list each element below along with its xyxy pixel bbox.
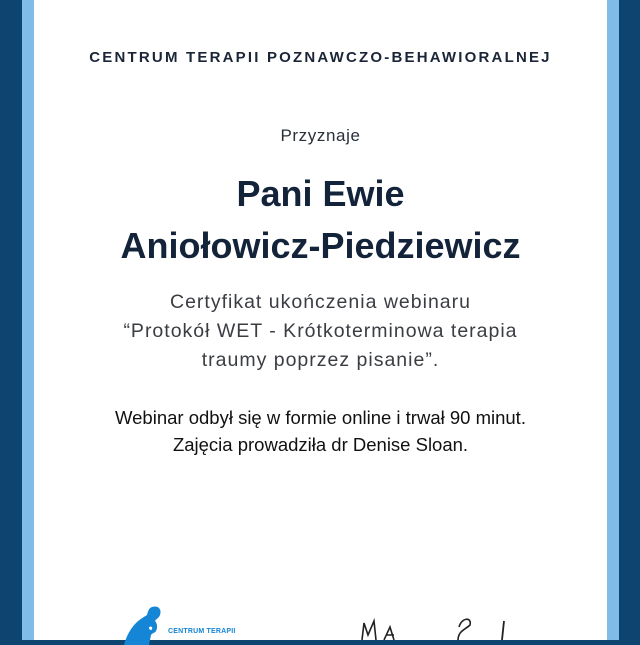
recipient-name-line2: Aniołowicz-Piedziewicz — [120, 225, 521, 266]
details-line2: Zajęcia prowadziła dr Denise Sloan. — [172, 434, 469, 455]
certificate-description — [34, 288, 607, 375]
description-line1: Certyfikat ukończenia webinaru — [170, 291, 471, 313]
description-line3: traumy poprzez pisanie”. — [201, 349, 440, 371]
signature — [354, 615, 524, 640]
logo-text: CENTRUM TERAPII — [168, 628, 236, 635]
certificate-paper — [34, 0, 607, 640]
organization-logo — [122, 605, 262, 645]
awards-label: Przyznaje — [280, 126, 361, 145]
organization-title: CENTRUM TERAPII POZNAWCZO-BEHAWIORALNEJ — [89, 49, 552, 66]
thinker-silhouette-icon — [122, 605, 172, 645]
webinar-details — [34, 404, 607, 458]
recipient-name-line1: Pani Ewie — [236, 173, 405, 214]
details-line1: Webinar odbył się w formie online i trwał 90 minut. — [115, 407, 526, 428]
description-line2: “Protokół WET - Krótkoterminowa terapia — [123, 320, 518, 342]
recipient-name — [34, 168, 607, 272]
